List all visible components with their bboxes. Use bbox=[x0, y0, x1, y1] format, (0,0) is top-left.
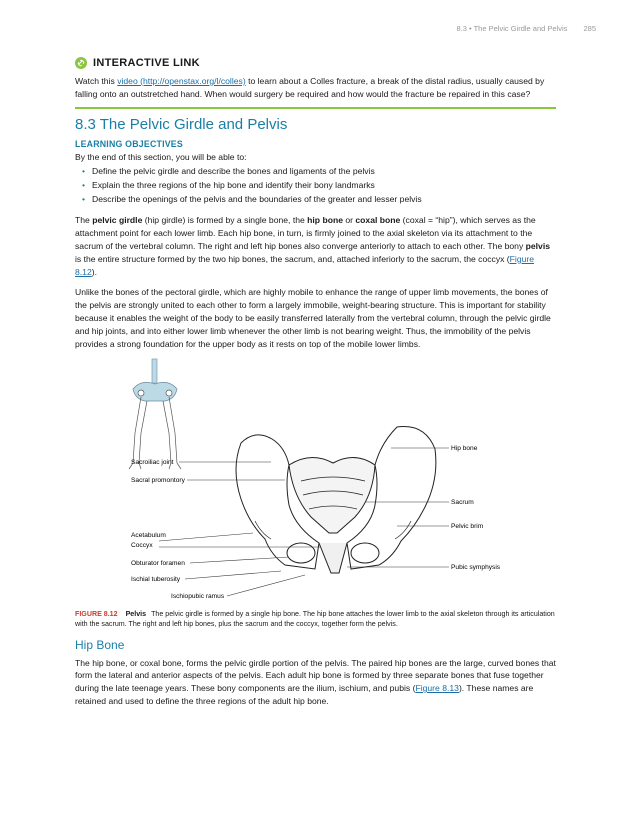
interactive-link-title: INTERACTIVE LINK bbox=[93, 57, 200, 69]
page-content bbox=[75, 57, 556, 708]
skeleton-thumbnail bbox=[129, 359, 181, 469]
paragraph-pelvis-stability: Unlike the bones of the pectoral girdle, which are highly mobile to enhance the range of upper limb movements, the bones of the pelvis are strongly united to each other to form a largely immobile, weight-bearing structure. This is important for stability because it enables the weight of the body to be easily transferred laterally from the vertebral column, through the pelvic girdle and hip joints, and into either lower limb whenever the other limb is not bearing weight. Thus, the immobility of the pelvis provides a strong foundation for the upper body as it rests on top of the mobile lower limbs. bbox=[75, 287, 551, 349]
label-pelvic-brim: Pelvic brim bbox=[451, 523, 484, 531]
paragraph-pelvic-girdle: The pelvic girdle (hip girdle) is formed by a single bone, the hip bone or coxal bone (coxal = “hip”), which serves as the attachment point for each lower limb. Each hip bone, in turn, is firmly joined to the axial skeleton via its attachment to the sacrum of the vertebral column. The right and left hip bones also converge anteriorly to attach to each other. The bony pelvis is the entire structure formed by the two hip bones, the sacrum, and, attached inferiorly to the sacrum, the coccyx (Figure 8.12). bbox=[75, 215, 551, 277]
learning-objectives-heading: LEARNING OBJECTIVES bbox=[75, 138, 183, 149]
label-acetabulum: Acetabulum bbox=[131, 532, 166, 540]
running-header bbox=[457, 24, 596, 33]
pelvis-drawing bbox=[236, 427, 436, 574]
section-title: 8.3 The Pelvic Girdle and Pelvis bbox=[75, 115, 288, 133]
page-number: 285 bbox=[583, 24, 596, 33]
objective-item: • Define the pelvic girdle and describe the bones and ligaments of the pelvis bbox=[84, 164, 556, 178]
objective-item: • Describe the openings of the pelvis and the boundaries of the greater and lesser pelvis bbox=[84, 192, 556, 206]
label-sacrum: Sacrum bbox=[451, 499, 474, 507]
figure-title: Pelvis bbox=[125, 610, 147, 619]
figure-8-12-link[interactable]: Figure 8.12 bbox=[75, 253, 535, 277]
video-link[interactable]: video (http://openstax.org/l/colles) bbox=[117, 76, 246, 86]
figure-number: FIGURE 8.12 bbox=[75, 610, 118, 619]
link-icon bbox=[75, 57, 87, 69]
label-coccyx: Coccyx bbox=[131, 542, 153, 550]
hip-bone-heading: Hip Bone bbox=[75, 637, 125, 652]
label-obturator-foramen: Obturator foramen bbox=[131, 560, 185, 568]
objective-item: • Explain the three regions of the hip bone and identify their bony landmarks bbox=[84, 178, 556, 192]
label-sacral-promontory: Sacral promontory bbox=[131, 477, 185, 485]
section-divider bbox=[75, 107, 556, 109]
paragraph-hip-bone: The hip bone, or coxal bone, forms the pelvic girdle portion of the pelvis. The paired hip bones are the large, curved bones that form the lateral and anterior aspects of the pelvis. Each adult hip bone is formed by three separate bones that fuse together during the late teenage years. These bony components are the ilium, ischium, and pubis (Figure 8.13). These names are retained and used to define the three regions of the adult hip bone. bbox=[75, 657, 556, 706]
running-title: 8.3 • The Pelvic Girdle and Pelvis bbox=[456, 24, 568, 33]
objectives-list bbox=[75, 164, 556, 206]
label-sacroiliac-joint: Sacroiliac joint bbox=[131, 459, 174, 467]
figure-8-13-link[interactable]: Figure 8.13 bbox=[415, 683, 459, 694]
objectives-intro: By the end of this section, you will be able to: bbox=[75, 151, 247, 162]
figure-caption: FIGURE 8.12 Pelvis The pelvic girdle is formed by a single hip bone. The hip bone attaches the lower limb to the axial skeleton through its articulation with the sacrum. The right and left hip bones, plus the sacrum and the coccyx, together form the pelvis. bbox=[75, 610, 555, 628]
label-pubic-symphysis: Pubic symphysis bbox=[451, 564, 501, 572]
pelvis-illustration bbox=[75, 357, 556, 609]
label-ischial-tuberosity: Ischial tuberosity bbox=[131, 576, 181, 584]
interactive-link-heading bbox=[75, 57, 556, 69]
pelvis-figure bbox=[75, 357, 556, 609]
label-hip-bone: Hip bone bbox=[451, 445, 478, 453]
interactive-link-text: Watch this video (http://openstax.org/l/colles) to learn about a Colles fracture, a break of the distal radius, usually caused by falling onto an outstretched hand. When would surgery be required and how would the fracture be repaired in this case? bbox=[75, 76, 545, 99]
label-ischiopubic-ramus: Ischiopubic ramus bbox=[171, 593, 225, 601]
